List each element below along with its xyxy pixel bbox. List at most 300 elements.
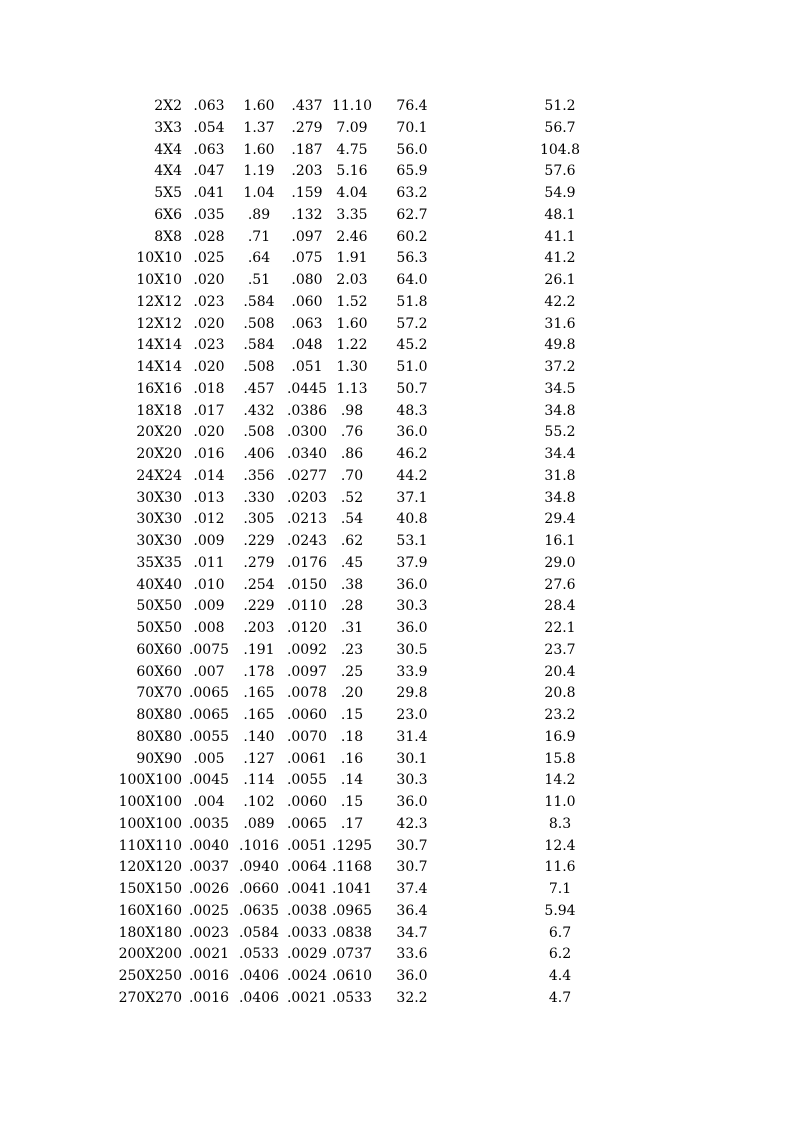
table-cell: .080 <box>291 272 323 288</box>
table-cell: 54.9 <box>544 185 576 201</box>
table-cell: 4.04 <box>336 185 368 201</box>
table-cell: .0075 <box>188 641 230 658</box>
table-cell: .64 <box>247 250 271 267</box>
table-cell: 34.4 <box>544 446 576 462</box>
table-cell: 36.0 <box>396 968 428 984</box>
table-cell: 30.3 <box>396 772 428 789</box>
table-row <box>0 749 794 771</box>
table-cell: .187 <box>291 141 323 158</box>
table-cell: .013 <box>193 489 225 506</box>
table-cell: 42.2 <box>544 293 576 310</box>
table-cell: 14.2 <box>544 772 576 789</box>
table-row <box>0 988 794 1010</box>
table-row <box>0 466 794 488</box>
table-cell: .406 <box>243 446 275 462</box>
table-cell: .0150 <box>286 576 328 593</box>
table-cell: 100X100 <box>118 815 182 832</box>
table-cell: 90X90 <box>136 750 182 767</box>
table-cell: 30.7 <box>396 859 428 876</box>
table-cell: .89 <box>247 206 271 223</box>
table-cell: .0023 <box>188 924 230 941</box>
table-row <box>0 792 794 814</box>
table-cell: 1.91 <box>336 250 368 267</box>
table-cell: .16 <box>340 750 364 767</box>
table-cell: 4.75 <box>336 141 368 158</box>
table-cell: .23 <box>340 641 364 658</box>
table-cell: .0051 <box>286 837 328 854</box>
table-cell: .004 <box>193 794 225 810</box>
table-cell: 1.30 <box>336 359 368 375</box>
table-cell: .0029 <box>286 946 328 963</box>
table-cell: 53.1 <box>396 533 428 549</box>
table-cell: .0940 <box>238 859 280 876</box>
table-cell: .0406 <box>238 968 280 984</box>
table-cell: 150X150 <box>118 881 182 897</box>
mesh-spec-table <box>0 96 794 1010</box>
table-cell: .102 <box>243 794 275 810</box>
table-cell: .014 <box>193 467 225 484</box>
table-cell: .0016 <box>188 968 230 984</box>
table-cell: 48.1 <box>544 206 576 223</box>
table-cell: .023 <box>193 293 225 310</box>
table-cell: 104.8 <box>539 141 581 158</box>
table-cell: 36.0 <box>396 576 428 593</box>
table-cell: .016 <box>193 446 225 462</box>
table-cell: 55.2 <box>544 424 576 441</box>
table-cell: 37.9 <box>396 554 428 571</box>
table-cell: .584 <box>243 337 275 354</box>
table-cell: .1041 <box>331 881 373 897</box>
table-cell: .229 <box>243 533 275 549</box>
table-row <box>0 161 794 183</box>
table-cell: 50X50 <box>136 598 182 615</box>
table-cell: .009 <box>193 598 225 615</box>
table-row <box>0 640 794 662</box>
table-cell: 12X12 <box>136 293 182 310</box>
table-cell: .71 <box>247 228 271 245</box>
table-cell: .86 <box>340 446 364 462</box>
table-cell: .0213 <box>286 511 328 528</box>
table-cell: 48.3 <box>396 402 428 419</box>
table-cell: 56.0 <box>396 141 428 158</box>
table-cell: .0092 <box>286 641 328 658</box>
table-cell: .0033 <box>286 924 328 941</box>
table-cell: .279 <box>291 119 323 136</box>
table-cell: 16X16 <box>136 380 182 397</box>
table-row <box>0 379 794 401</box>
table-cell: 45.2 <box>396 337 428 354</box>
table-cell: .508 <box>243 315 275 332</box>
table-cell: 20.8 <box>544 685 576 702</box>
table-cell: 20X20 <box>136 446 182 462</box>
table-row <box>0 683 794 705</box>
table-cell: .009 <box>193 533 225 549</box>
table-cell: 100X100 <box>118 794 182 810</box>
table-cell: .0065 <box>188 685 230 702</box>
table-cell: 27.6 <box>544 576 576 593</box>
table-cell: .0024 <box>286 968 328 984</box>
table-cell: 11.0 <box>544 794 576 810</box>
table-cell: .28 <box>340 598 364 615</box>
table-cell: 57.6 <box>544 163 576 180</box>
table-cell: .011 <box>193 554 225 571</box>
table-cell: 41.1 <box>544 228 576 245</box>
table-row <box>0 705 794 727</box>
table-cell: 51.8 <box>396 293 428 310</box>
table-cell: .047 <box>193 163 225 180</box>
table-cell: .20 <box>340 685 364 702</box>
table-cell: 11.10 <box>331 98 373 114</box>
table-cell: .0110 <box>286 598 328 615</box>
table-cell: .140 <box>243 728 275 745</box>
table-cell: 56.3 <box>396 250 428 267</box>
table-cell: 2.03 <box>336 272 368 288</box>
table-cell: 31.8 <box>544 467 576 484</box>
table-row <box>0 531 794 553</box>
table-cell: .15 <box>340 794 364 810</box>
table-cell: 65.9 <box>396 163 428 180</box>
table-cell: 32.2 <box>396 989 428 1006</box>
table-cell: .132 <box>291 206 323 223</box>
table-cell: 270X270 <box>118 989 182 1006</box>
table-cell: 14X14 <box>136 359 182 375</box>
table-cell: .028 <box>193 228 225 245</box>
table-cell: .52 <box>340 489 364 506</box>
table-cell: .0533 <box>331 989 373 1006</box>
table-cell: .0660 <box>238 881 280 897</box>
table-cell: 23.2 <box>544 707 576 723</box>
table-cell: 62.7 <box>396 206 428 223</box>
table-cell: 22.1 <box>544 620 576 636</box>
table-cell: .0065 <box>188 707 230 723</box>
table-cell: .0021 <box>286 989 328 1006</box>
table-cell: 5.16 <box>336 163 368 180</box>
table-cell: 20X20 <box>136 424 182 441</box>
table-cell: .76 <box>340 424 364 441</box>
table-row <box>0 357 794 379</box>
table-cell: 34.5 <box>544 380 576 397</box>
table-cell: .023 <box>193 337 225 354</box>
table-cell: .007 <box>193 663 225 680</box>
table-cell: .1016 <box>238 837 280 854</box>
table-cell: .0533 <box>238 946 280 963</box>
table-cell: 42.3 <box>396 815 428 832</box>
table-cell: 20.4 <box>544 663 576 680</box>
table-cell: 7.09 <box>336 119 368 136</box>
table-cell: 49.8 <box>544 337 576 354</box>
table-cell: .191 <box>243 641 275 658</box>
table-cell: 26.1 <box>544 272 576 288</box>
table-cell: .0060 <box>286 794 328 810</box>
table-row <box>0 509 794 531</box>
table-cell: 1.19 <box>243 163 275 180</box>
table-cell: 28.4 <box>544 598 576 615</box>
table-cell: 160X160 <box>118 902 182 919</box>
table-cell: .063 <box>291 315 323 332</box>
table-cell: .008 <box>193 620 225 636</box>
table-cell: 34.7 <box>396 924 428 941</box>
table-cell: .70 <box>340 467 364 484</box>
table-cell: .0045 <box>188 772 230 789</box>
table-cell: 29.4 <box>544 511 576 528</box>
table-cell: 30.5 <box>396 641 428 658</box>
table-cell: .097 <box>291 228 323 245</box>
table-cell: 51.2 <box>544 98 576 114</box>
table-cell: 29.8 <box>396 685 428 702</box>
table-cell: .356 <box>243 467 275 484</box>
table-cell: 110X110 <box>118 837 182 854</box>
table-row <box>0 205 794 227</box>
table-cell: .0061 <box>286 750 328 767</box>
table-cell: 1.60 <box>336 315 368 332</box>
table-cell: .127 <box>243 750 275 767</box>
table-cell: 15.8 <box>544 750 576 767</box>
table-row <box>0 814 794 836</box>
table-cell: .0610 <box>331 968 373 984</box>
table-cell: 40.8 <box>396 511 428 528</box>
table-cell: .229 <box>243 598 275 615</box>
table-cell: .54 <box>340 511 364 528</box>
table-cell: .0025 <box>188 902 230 919</box>
table-cell: .0445 <box>286 380 328 397</box>
table-row <box>0 662 794 684</box>
table-cell: 41.2 <box>544 250 576 267</box>
table-row <box>0 901 794 923</box>
table-cell: .0026 <box>188 881 230 897</box>
table-cell: .089 <box>243 815 275 832</box>
table-cell: 36.4 <box>396 902 428 919</box>
table-cell: .254 <box>243 576 275 593</box>
table-cell: .38 <box>340 576 364 593</box>
table-cell: .18 <box>340 728 364 745</box>
table-cell: 6.2 <box>548 946 572 963</box>
table-cell: .0120 <box>286 620 328 636</box>
table-cell: 100X100 <box>118 772 182 789</box>
table-cell: .508 <box>243 424 275 441</box>
table-cell: 76.4 <box>396 98 428 114</box>
table-cell: .0037 <box>188 859 230 876</box>
table-cell: 10X10 <box>136 250 182 267</box>
table-cell: 57.2 <box>396 315 428 332</box>
table-cell: 30.7 <box>396 837 428 854</box>
table-cell: 1.60 <box>243 141 275 158</box>
table-cell: .0064 <box>286 859 328 876</box>
table-cell: .0065 <box>286 815 328 832</box>
table-cell: 16.9 <box>544 728 576 745</box>
table-cell: 80X80 <box>136 728 182 745</box>
table-cell: 10X10 <box>136 272 182 288</box>
table-cell: 33.9 <box>396 663 428 680</box>
table-row <box>0 836 794 858</box>
table-cell: .31 <box>340 620 364 636</box>
table-cell: .584 <box>243 293 275 310</box>
table-cell: 1.22 <box>336 337 368 354</box>
table-cell: .432 <box>243 402 275 419</box>
table-cell: .159 <box>291 185 323 201</box>
table-cell: .178 <box>243 663 275 680</box>
table-cell: 1.52 <box>336 293 368 310</box>
table-row <box>0 227 794 249</box>
table-cell: 1.13 <box>336 380 368 397</box>
table-cell: 12X12 <box>136 315 182 332</box>
table-row <box>0 292 794 314</box>
table-cell: 31.6 <box>544 315 576 332</box>
table-cell: 16.1 <box>544 533 576 549</box>
table-cell: 1.37 <box>243 119 275 136</box>
table-cell: 14X14 <box>136 337 182 354</box>
table-cell: .25 <box>340 663 364 680</box>
table-row <box>0 422 794 444</box>
table-cell: .035 <box>193 206 225 223</box>
table-cell: .0737 <box>331 946 373 963</box>
table-row <box>0 770 794 792</box>
table-cell: .0203 <box>286 489 328 506</box>
table-cell: 23.7 <box>544 641 576 658</box>
table-row <box>0 618 794 640</box>
table-cell: .0040 <box>188 837 230 854</box>
table-cell: .0386 <box>286 402 328 419</box>
table-cell: .0055 <box>286 772 328 789</box>
table-cell: 120X120 <box>118 859 182 876</box>
table-cell: .0635 <box>238 902 280 919</box>
table-cell: 56.7 <box>544 119 576 136</box>
table-cell: .305 <box>243 511 275 528</box>
table-cell: 2X2 <box>154 98 182 114</box>
table-cell: 6.7 <box>548 924 572 941</box>
table-cell: .0041 <box>286 881 328 897</box>
table-cell: 44.2 <box>396 467 428 484</box>
table-cell: 70.1 <box>396 119 428 136</box>
table-row <box>0 923 794 945</box>
table-cell: .0277 <box>286 467 328 484</box>
table-cell: 8X8 <box>154 228 182 245</box>
table-cell: 200X200 <box>118 946 182 963</box>
table-cell: 37.4 <box>396 881 428 897</box>
table-cell: 60.2 <box>396 228 428 245</box>
table-cell: .0097 <box>286 663 328 680</box>
table-cell: 180X180 <box>118 924 182 941</box>
table-row <box>0 140 794 162</box>
table-cell: 34.8 <box>544 489 576 506</box>
table-cell: .075 <box>291 250 323 267</box>
table-cell: .020 <box>193 315 225 332</box>
table-cell: .98 <box>340 402 364 419</box>
table-cell: 1.04 <box>243 185 275 201</box>
table-cell: .203 <box>243 620 275 636</box>
table-cell: .279 <box>243 554 275 571</box>
table-row <box>0 857 794 879</box>
table-cell: .0340 <box>286 446 328 462</box>
table-cell: .063 <box>193 141 225 158</box>
table-cell: 2.46 <box>336 228 368 245</box>
table-cell: 11.6 <box>544 859 576 876</box>
table-cell: .018 <box>193 380 225 397</box>
table-cell: .063 <box>193 98 225 114</box>
table-cell: .0300 <box>286 424 328 441</box>
table-row <box>0 401 794 423</box>
table-cell: 60X60 <box>136 641 182 658</box>
table-cell: .165 <box>243 707 275 723</box>
table-cell: 8.3 <box>548 815 572 832</box>
table-cell: .203 <box>291 163 323 180</box>
table-row <box>0 596 794 618</box>
table-cell: .45 <box>340 554 364 571</box>
table-row <box>0 727 794 749</box>
table-cell: 30.1 <box>396 750 428 767</box>
table-cell: .005 <box>193 750 225 767</box>
table-cell: 1.60 <box>243 98 275 114</box>
table-cell: .14 <box>340 772 364 789</box>
table-cell: .060 <box>291 293 323 310</box>
table-cell: .508 <box>243 359 275 375</box>
table-cell: 70X70 <box>136 685 182 702</box>
table-cell: .457 <box>243 380 275 397</box>
table-cell: 23.0 <box>396 707 428 723</box>
table-row <box>0 488 794 510</box>
table-cell: 31.4 <box>396 728 428 745</box>
table-row <box>0 966 794 988</box>
table-row <box>0 270 794 292</box>
table-row <box>0 335 794 357</box>
table-cell: .020 <box>193 359 225 375</box>
table-cell: 37.1 <box>396 489 428 506</box>
table-row <box>0 879 794 901</box>
table-row <box>0 248 794 270</box>
table-cell: .1168 <box>331 859 373 876</box>
table-cell: 36.0 <box>396 424 428 441</box>
table-cell: .0078 <box>286 685 328 702</box>
table-cell: 63.2 <box>396 185 428 201</box>
table-cell: 24X24 <box>136 467 182 484</box>
table-cell: 12.4 <box>544 837 576 854</box>
table-cell: .165 <box>243 685 275 702</box>
table-cell: .17 <box>340 815 364 832</box>
table-cell: 36.0 <box>396 794 428 810</box>
table-cell: .0176 <box>286 554 328 571</box>
table-cell: 3.35 <box>336 206 368 223</box>
table-cell: .0243 <box>286 533 328 549</box>
table-cell: 50.7 <box>396 380 428 397</box>
table-cell: 30X30 <box>136 511 182 528</box>
table-cell: .330 <box>243 489 275 506</box>
table-cell: .0038 <box>286 902 328 919</box>
table-cell: 50X50 <box>136 620 182 636</box>
table-cell: .010 <box>193 576 225 593</box>
table-cell: .020 <box>193 272 225 288</box>
table-cell: 29.0 <box>544 554 576 571</box>
table-cell: 46.2 <box>396 446 428 462</box>
table-cell: 34.8 <box>544 402 576 419</box>
table-cell: 18X18 <box>136 402 182 419</box>
table-cell: .025 <box>193 250 225 267</box>
table-cell: 250X250 <box>118 968 182 984</box>
table-cell: 51.0 <box>396 359 428 375</box>
table-cell: 3X3 <box>154 119 182 136</box>
table-cell: .0965 <box>331 902 373 919</box>
table-cell: 5.94 <box>544 902 576 919</box>
table-cell: 33.6 <box>396 946 428 963</box>
table-cell: .0016 <box>188 989 230 1006</box>
table-row <box>0 118 794 140</box>
table-cell: .051 <box>291 359 323 375</box>
table-cell: .017 <box>193 402 225 419</box>
table-cell: 4X4 <box>154 163 182 180</box>
table-cell: 35X35 <box>136 554 182 571</box>
table-cell: .1295 <box>331 837 373 854</box>
table-row <box>0 944 794 966</box>
table-cell: .0070 <box>286 728 328 745</box>
table-row <box>0 444 794 466</box>
